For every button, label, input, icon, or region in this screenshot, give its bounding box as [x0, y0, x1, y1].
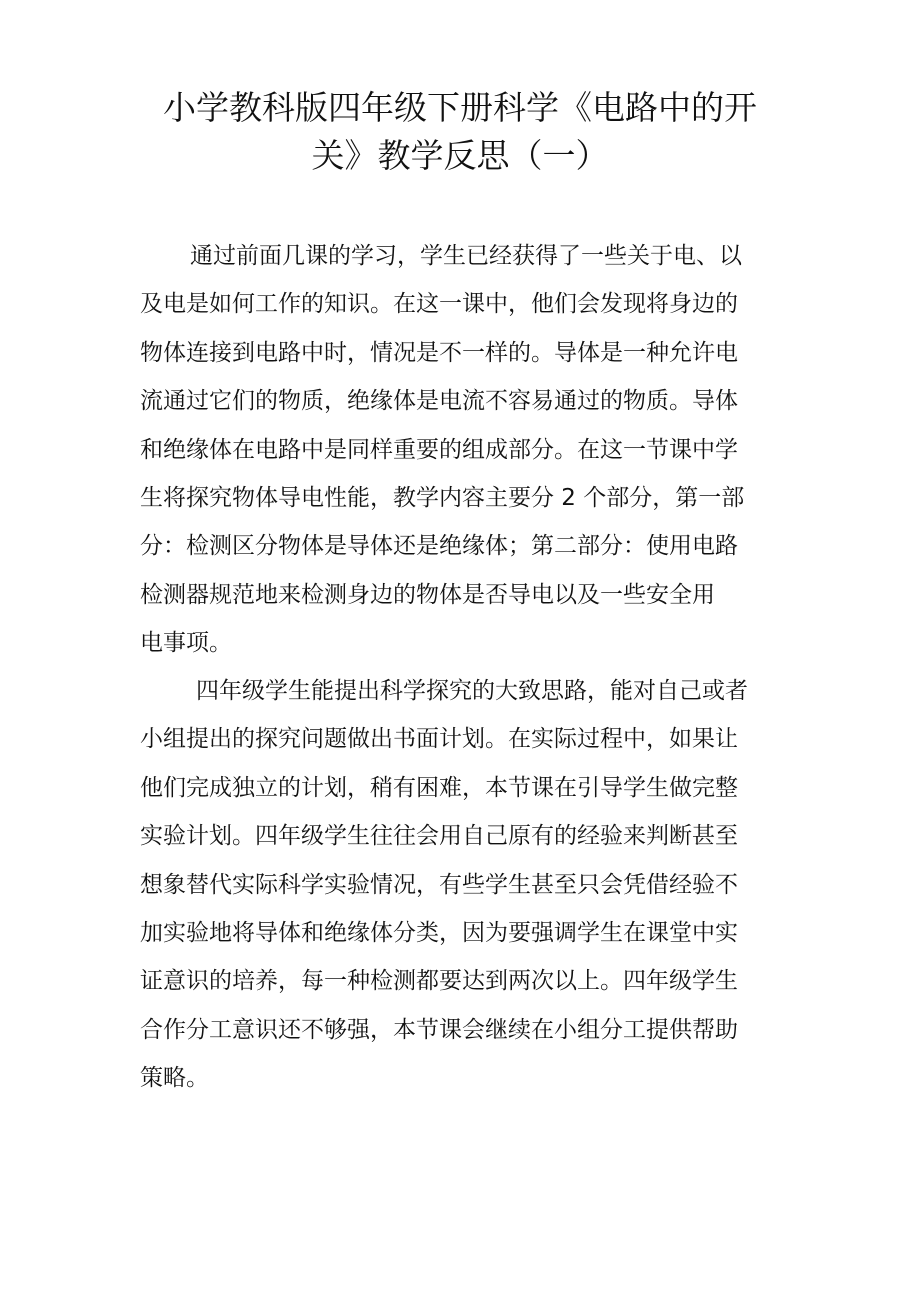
paragraph-1-line-8: 检测器规范地来检测身边的物体是否导电以及一些安全用: [140, 581, 715, 608]
paragraph-2-line-4: 实验计划。四年级学生往往会用自己原有的经验来判断甚至: [140, 823, 738, 850]
paragraph-2-line-9: 策略。: [140, 1065, 209, 1092]
paragraph-1-line-1: 通过前面几课的学习，学生已经获得了一些关于电、以: [190, 243, 742, 269]
paragraph-2: [140, 667, 780, 1103]
paragraph-2-line-8: 合作分工意识还不够强，本节课会继续在小组分工提供帮助: [140, 1016, 738, 1043]
paragraph-2-line-3: 他们完成独立的计划，稍有困难，本节课在引导学生做完整: [140, 774, 738, 801]
paragraph-1-line-5: 和绝缘体在电路中是同样重要的组成部分。在这一节课中学: [140, 436, 738, 463]
paragraph-1-line-6: 生将探究物体导电性能，教学内容主要分 2 个部分，第一部: [140, 484, 745, 511]
paragraph-2-line-6: 加实验地将导体和绝缘体分类，因为要强调学生在课堂中实: [140, 919, 738, 946]
paragraph-1-line-2: 及电是如何工作的知识。在这一课中，他们会发现将身边的: [140, 291, 738, 318]
paragraph-1: [140, 232, 780, 668]
paragraph-1-line-9: 电事项。: [140, 630, 232, 657]
title-line-1: 小学教科版四年级下册科学《电路中的开: [163, 88, 757, 127]
title-line-2: 关》教学反思（一）: [311, 136, 609, 175]
paragraph-1-line-7: 分：检测区分物体是导体还是绝缘体；第二部分：使用电路: [140, 533, 738, 560]
paragraph-1-line-4: 流通过它们的物质，绝缘体是电流不容易通过的物质。导体: [140, 388, 738, 415]
paragraph-2-line-2: 小组提出的探究问题做出书面计划。在实际过程中，如果让: [140, 726, 738, 753]
paragraph-1-line-3: 物体连接到电路中时，情况是不一样的。导体是一种允许电: [140, 339, 738, 366]
paragraph-2-line-7: 证意识的培养，每一种检测都要达到两次以上。四年级学生: [140, 968, 738, 995]
document-title: [120, 84, 800, 180]
paragraph-2-line-5: 想象替代实际科学实验情况，有些学生甚至只会凭借经验不: [140, 871, 738, 898]
paragraph-2-line-1: 四年级学生能提出科学探究的大致思路，能对自己或者: [196, 678, 748, 704]
